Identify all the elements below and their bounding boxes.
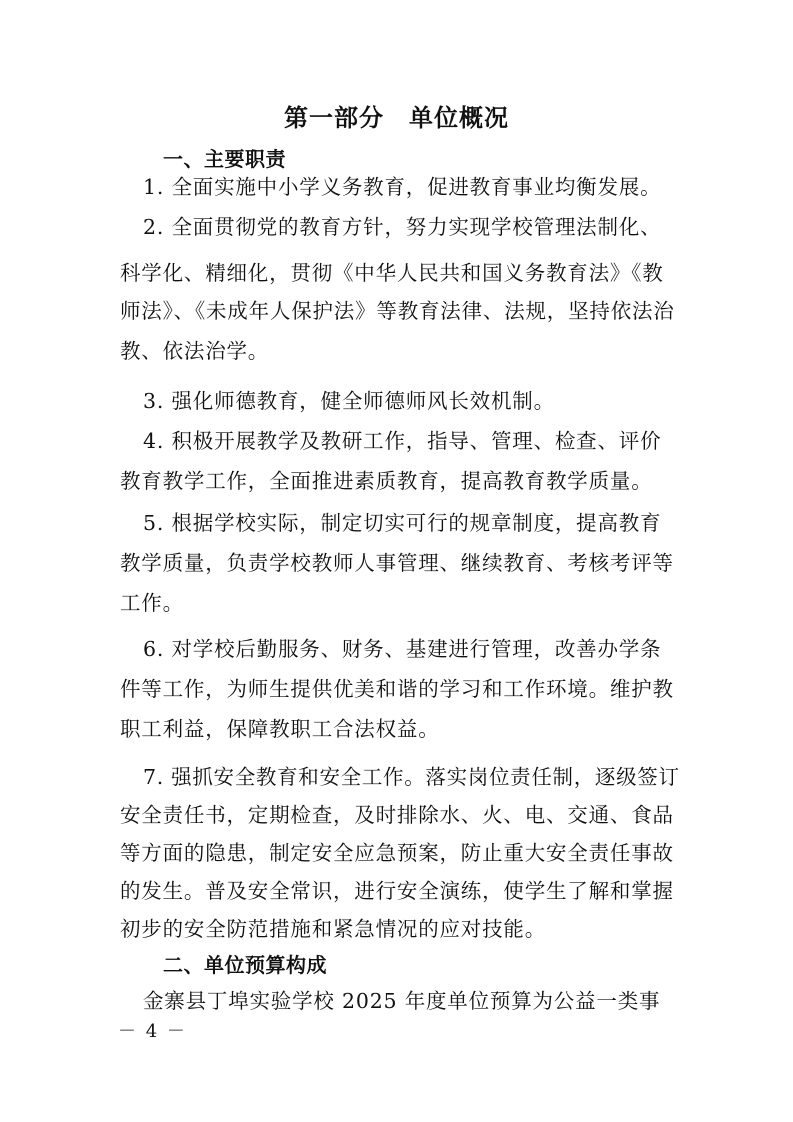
paragraph-line: 工作。 xyxy=(120,591,184,615)
paragraph-line: 安全责任书，定期检查，及时排除水、火、电、交通、食品 xyxy=(120,803,674,827)
paragraph-line: 教、依法治学。 xyxy=(120,339,270,363)
paragraph-line: 科学化、精细化，贯彻《中华人民共和国义务教育法》《教 xyxy=(120,261,664,285)
paragraph-line: 件等工作，为师生提供优美和谐的学习和工作环境。维护教 xyxy=(120,677,674,701)
paragraph-line: 3. 强化师德教育，健全师德师风长效机制。 xyxy=(143,389,555,413)
page-title: 第一部分 单位概况 xyxy=(284,104,509,132)
paragraph-line: 7. 强抓安全教育和安全工作。落实岗位责任制，逐级签订 xyxy=(143,765,680,789)
section-heading-main-duties: 一、主要职责 xyxy=(163,147,286,171)
paragraph-line: 教学质量，负责学校教师人事管理、继续教育、考核考评等 xyxy=(120,551,674,575)
paragraph-line: 5. 根据学校实际，制定切实可行的规章制度，提高教育 xyxy=(143,511,662,535)
page-number: － 4 － xyxy=(118,1021,187,1042)
paragraph-line: 6. 对学校后勤服务、财务、基建进行管理，改善办学条 xyxy=(143,637,662,661)
paragraph-line: 金寨县丁埠实验学校 2025 年度单位预算为公益一类事 xyxy=(143,989,661,1013)
paragraph-line: 4. 积极开展教学及教研工作，指导、管理、检查、评价 xyxy=(143,429,662,453)
paragraph-line: 初步的安全防范措施和紧急情况的应对技能。 xyxy=(120,917,546,941)
section-heading-budget-composition: 二、单位预算构成 xyxy=(163,953,327,977)
paragraph-line: 的发生。普及安全常识，进行安全演练，使学生了解和掌握 xyxy=(120,879,674,903)
paragraph-line: 1. 全面实施中小学义务教育，促进教育事业均衡发展。 xyxy=(143,175,662,199)
paragraph-line: 教育教学工作，全面推进素质教育，提高教育教学质量。 xyxy=(120,469,653,493)
paragraph-line: 2. 全面贯彻党的教育方针，努力实现学校管理法制化、 xyxy=(143,215,662,239)
paragraph-line: 职工利益，保障教职工合法权益。 xyxy=(120,717,440,741)
paragraph-line: 等方面的隐患，制定安全应急预案，防止重大安全责任事故 xyxy=(120,841,674,865)
paragraph-line: 师法》、《未成年人保护法》等教育法律、法规，坚持依法治 xyxy=(120,299,675,323)
